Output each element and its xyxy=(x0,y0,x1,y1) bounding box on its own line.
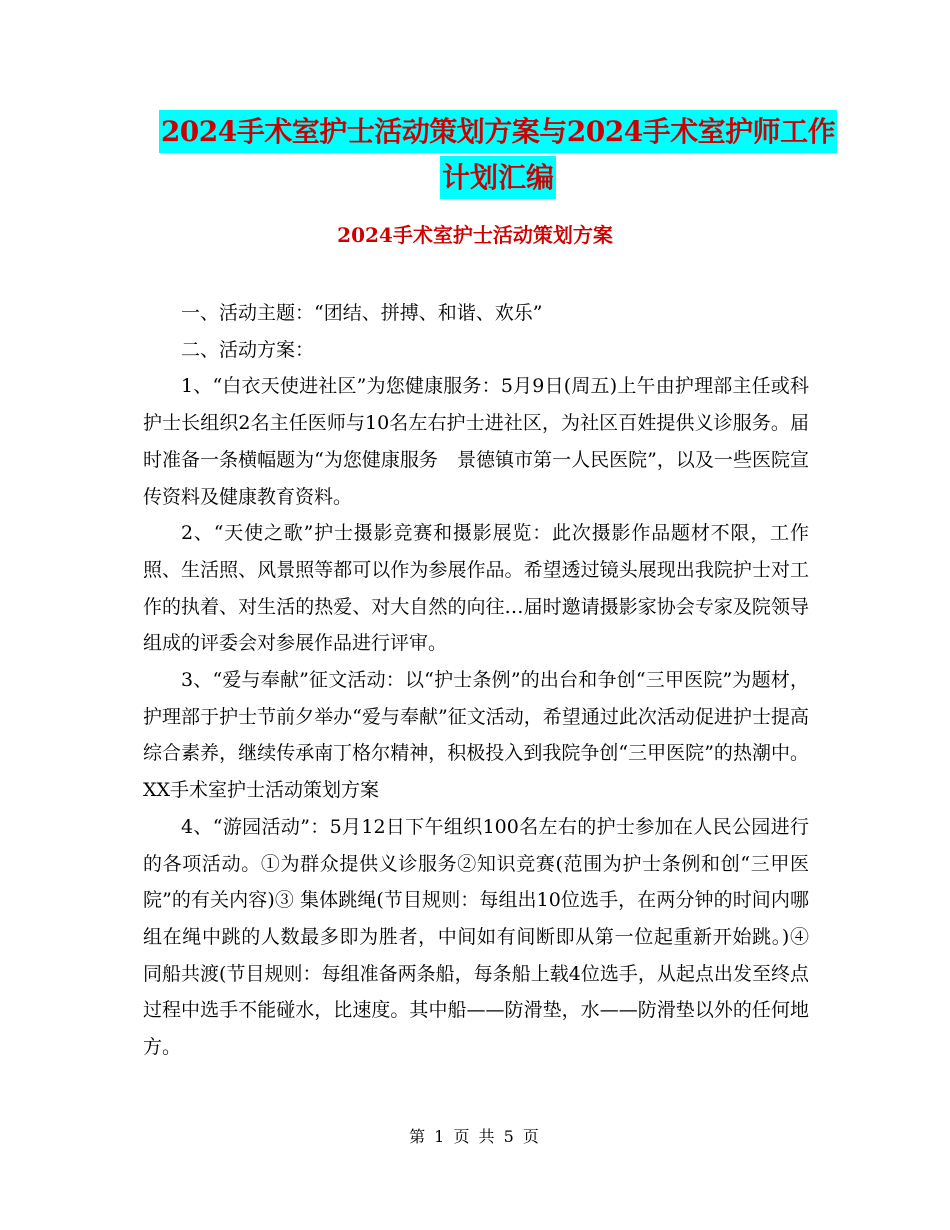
document-title-line-2: 计划汇编 xyxy=(440,156,556,199)
paragraph-plan-heading: 二、活动方案： xyxy=(181,338,315,361)
page-footer: 第 1 页 共 5 页 xyxy=(409,1127,541,1146)
paragraph-item-3: 3、“爱与奉献”征文活动：以“护士条例”的出台和争创“三甲医院”为题材，护理部于护士节前夕举办“爱与奉献”征文活动，希望通过此次活动促进护士提高综合素养，继续传承南丁格尔精神，积极投入到我院争创“三甲医院”的热潮中。XX手术室护士活动策划方案 xyxy=(143,669,809,802)
paragraph-item-1: 1、“白衣天使进社区”为您健康服务：5月9日(周五)上午由护理部主任或科护士长组织2名主任医师与10名左右护士进社区，为社区百姓提供义诊服务。届时准备一条横幅题为“为您健康服务 景德镇市第一人民医院”，以及一些医院宣传资料及健康教育资料。 xyxy=(143,375,809,508)
paragraph-item-2: 2、“天使之歌”护士摄影竞赛和摄影展览：此次摄影作品题材不限，工作照、生活照、风景照等都可以作为参展作品。希望透过镜头展现出我院护士对工作的执着、对生活的热爱、对大自然的向往…届时邀请摄影家协会专家及院领导组成的评委会对参展作品进行评审。 xyxy=(143,522,809,655)
section-heading: 2024手术室护士活动策划方案 xyxy=(337,223,613,247)
document-title xyxy=(0,110,950,199)
paragraph-item-4: 4、“游园活动”：5月12日下午组织100名左右的护士参加在人民公园进行的各项活动。①为群众提供义诊服务②知识竞赛(范围为护士条例和创“三甲医院”的有关内容)③ 集体跳绳(节目规则：每组出10位选手，在两分钟的时间内哪组在绳中跳的人数最多即为胜者，中间如有间断即从第一位起重新开始跳。)④ 同船共渡(节目规则：每组准备两条船，每条船上载4位选手，从起点出发至终点过程中选手不能碰水，比速度。其中船——防滑垫，水——防滑垫以外的任何地方。 xyxy=(143,815,809,1059)
document-body xyxy=(143,295,809,1066)
document-title-line-1: 2024手术室护士活动策划方案与2024手术室护师工作 xyxy=(159,110,837,153)
paragraph-theme: 一、活动主题：“团结、拼搏、和谐、欢乐” xyxy=(181,302,543,324)
